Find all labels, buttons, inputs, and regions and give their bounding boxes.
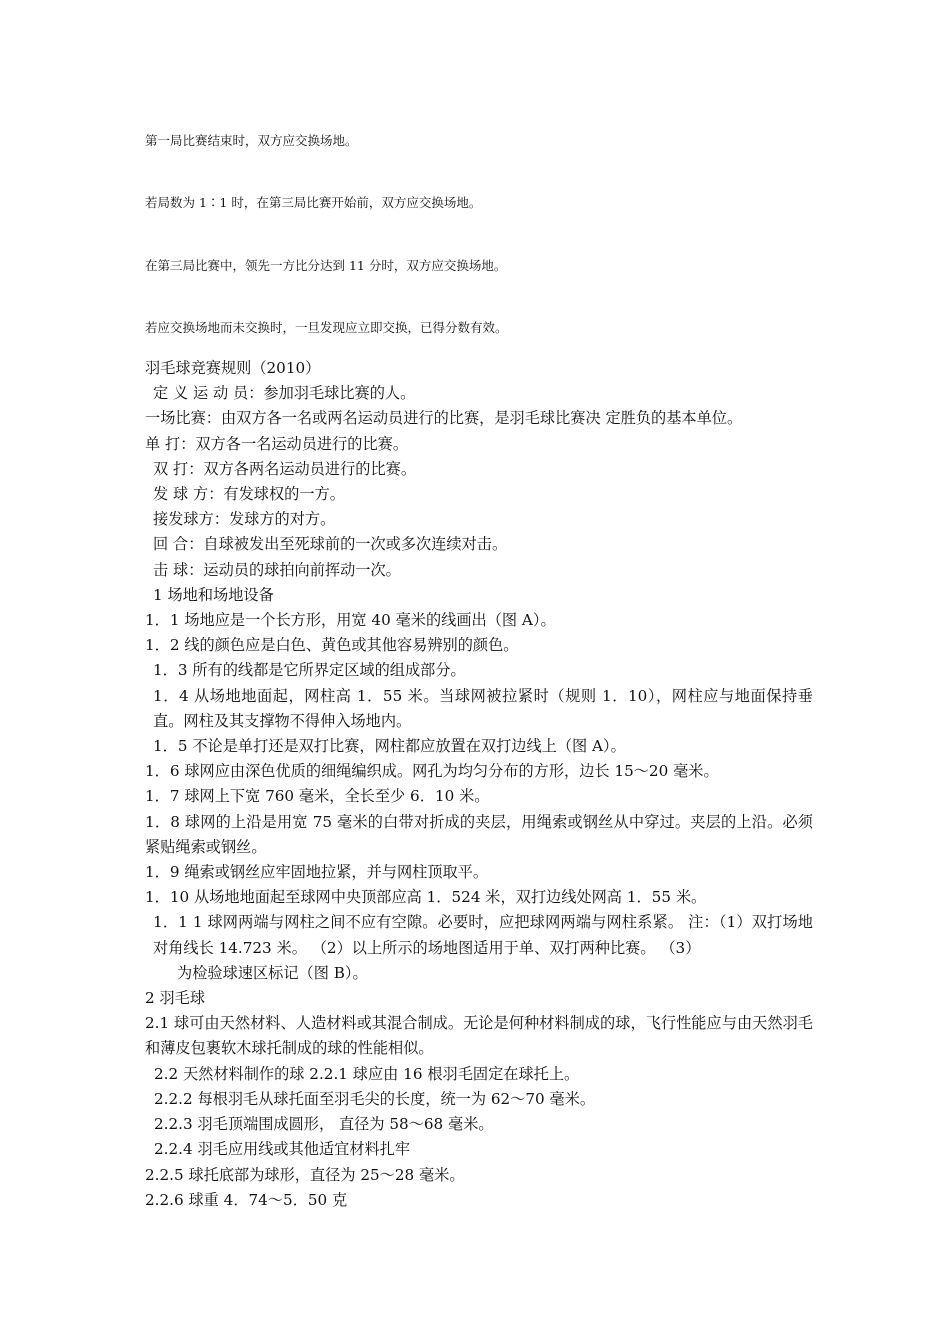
intro-line-2: 若局数为 1∶1 时，在第三局比赛开始前，双方应交换场地。 bbox=[145, 195, 482, 210]
rule-2-2-2: 2.2.2 每根羽毛从球托面至羽毛尖的长度，统一为 62～70 毫米。 bbox=[154, 1089, 596, 1108]
rule-1-3: 1．3 所有的线都是它所界定区域的组成部分。 bbox=[153, 661, 466, 680]
rule-2-2-6: 2.2.6 球重 4．74～5．50 克 bbox=[145, 1190, 348, 1209]
rule-1-5: 1．5 不论是单打还是双打比赛，网柱都应放置在双打边线上（图 A）。 bbox=[153, 737, 626, 756]
definition-doubles: 双 打：双方各两名运动员进行的比赛。 bbox=[153, 459, 417, 478]
rules-title: 羽毛球竞赛规则（2010） bbox=[145, 359, 321, 377]
definition-serving-side: 发 球 方：有发球权的一方。 bbox=[153, 485, 345, 504]
rule-1-11-note: 为检验球速区标记（图 B）。 bbox=[177, 963, 368, 982]
rule-1-6: 1．6 球网应由深色优质的细绳编织成。网孔为均匀分布的方形，边长 15～20 毫米。 bbox=[145, 762, 719, 781]
section-heading-court: 1 场地和场地设备 bbox=[153, 585, 274, 604]
definition-receiving-side: 接发球方：发球方的对方。 bbox=[153, 510, 336, 529]
rule-1-4: 1．4 从场地地面起，网柱高 1．55 米。当球网被拉紧时（规则 1．10），网柱应与地面保持垂直。网柱及其支撑物不得伸入场地内。 bbox=[153, 686, 813, 730]
rule-2-1: 2.1 球可由天然材料、人造材料或其混合制成。无论是何种材料制成的球，飞行性能应与由天然羽毛和薄皮包裹软木球托制成的球的性能相似。 bbox=[145, 1014, 813, 1058]
rules-section bbox=[145, 356, 813, 1213]
rule-1-7: 1．7 球网上下宽 760 毫米，全长至少 6．10 米。 bbox=[145, 787, 490, 806]
rule-1-11: 1．1 1 球网两端与网柱之间不应有空隙。必要时，应把球网两端与网柱系紧。 注：（1）双打场地对角线长 14.723 米。 （2）以上所示的场地图适用于单、双打两种比赛。 （3） bbox=[153, 913, 813, 957]
definition-singles: 单 打：双方各一名运动员进行的比赛。 bbox=[145, 434, 409, 453]
rule-1-1: 1．1 场地应是一个长方形，用宽 40 毫米的线画出（图 A）。 bbox=[145, 611, 556, 630]
rule-2-2: 2.2 天然材料制作的球 2.2.1 球应由 16 根羽毛固定在球托上。 bbox=[154, 1064, 580, 1083]
rule-2-2-3: 2.2.3 羽毛顶端围成圆形， 直径为 58～68 毫米。 bbox=[154, 1115, 494, 1134]
definition-athlete: 定 义 运 动 员：参加羽毛球比赛的人。 bbox=[153, 384, 416, 403]
rule-1-2: 1．2 线的颜色应是白色、黄色或其他容易辨别的颜色。 bbox=[145, 636, 519, 655]
intro-line-4: 若应交换场地而未交换时，一旦发现应立即交换，已得分数有效。 bbox=[145, 320, 508, 335]
intro-line-3: 在第三局比赛中，领先一方比分达到 11 分时，双方应交换场地。 bbox=[145, 258, 507, 273]
rule-1-8: 1．8 球网的上沿是用宽 75 毫米的白带对折成的夹层，用绳索或钢丝从中穿过。夹层的上沿。必须紧贴绳索或钢丝。 bbox=[145, 812, 813, 856]
rule-2-2-5: 2.2.5 球托底部为球形，直径为 25～28 毫米。 bbox=[145, 1165, 465, 1184]
definition-match: 一场比赛：由双方各一名或两名运动员进行的比赛，是羽毛球比赛决 定胜负的基本单位。 bbox=[145, 409, 743, 428]
rule-1-10: 1．10 从场地地面起至球网中央顶部应高 1．524 米，双打边线处网高 1．55 米。 bbox=[145, 888, 707, 907]
rule-1-9: 1．9 绳索或钢丝应牢固地拉紧，并与网柱顶取平。 bbox=[145, 863, 489, 882]
rule-2-2-4: 2.2.4 羽毛应用线或其他适宜材料扎牢 bbox=[154, 1140, 411, 1159]
intro-line-1: 第一局比赛结束时，双方应交换场地。 bbox=[145, 133, 358, 148]
section-heading-shuttle: 2 羽毛球 bbox=[145, 989, 206, 1008]
definition-stroke: 击 球：运动员的球拍向前挥动一次。 bbox=[153, 560, 401, 579]
definition-rally: 回 合：自球被发出至死球前的一次或多次连续对击。 bbox=[153, 535, 508, 554]
